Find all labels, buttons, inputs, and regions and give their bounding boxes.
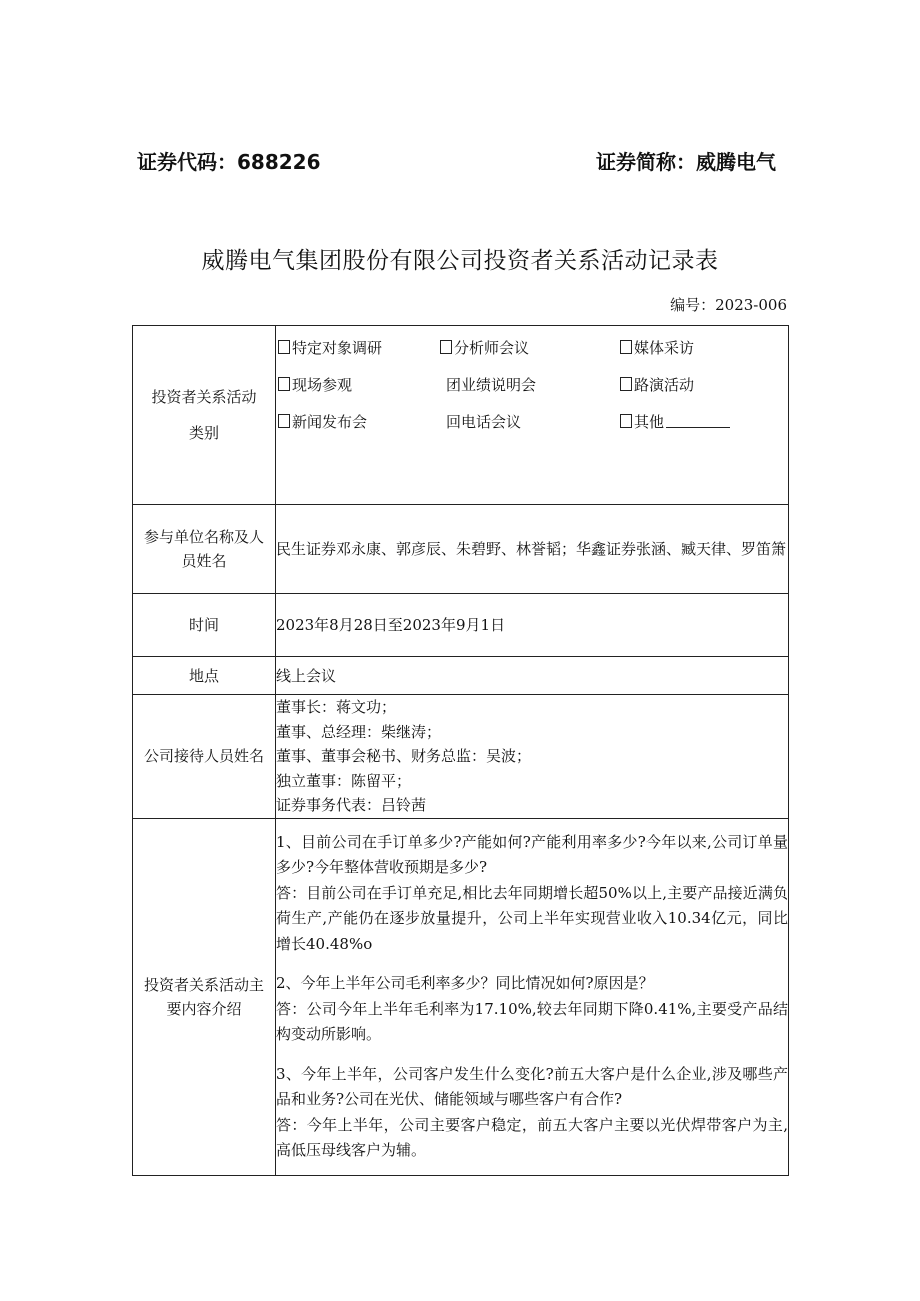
page-title: 威腾电气集团股份有限公司投资者关系活动记录表 <box>201 248 719 274</box>
option-results-briefing[interactable]: 团业绩说明会 <box>446 376 537 394</box>
option-site-visit[interactable]: 现场参观 <box>278 374 440 397</box>
answer-2: 答：公司今年上半年毛利率为17.10%,较去年同期下降0.41%,主要受产品结构变动所影响。 <box>276 999 788 1043</box>
checkbox-icon[interactable] <box>620 377 632 391</box>
row-reception <box>133 695 789 819</box>
option-analyst-meeting[interactable]: 分析师会议 <box>440 337 620 360</box>
reception-person: 董事、总经理：柴继涛； <box>276 722 442 741</box>
other-blank-line[interactable] <box>666 413 730 428</box>
activity-type-label <box>133 326 276 505</box>
location-label: 地点 <box>133 657 276 695</box>
checkbox-icon[interactable] <box>278 340 290 354</box>
answer-1: 答：目前公司在手订单充足,相比去年同期增长超50%以上,主要产品接近满负荷生产,产能仍在逐步放量提升，公司上半年实现营业收入10.34亿元，同比增长40.48%o <box>276 883 788 953</box>
time-label: 时间 <box>133 594 276 657</box>
row-activity-type <box>133 326 789 505</box>
reception-person: 独立董事：陈留平； <box>276 771 412 790</box>
document-number: 编号：2023-006 <box>670 296 787 314</box>
reception-person: 董事长：蒋文功； <box>276 698 397 716</box>
reception-person: 董事、董事会秘书、财务总监：吴波； <box>276 747 532 765</box>
activity-type-label-line2: 类别 <box>188 424 219 442</box>
option-conference-call[interactable]: 回电话会议 <box>446 413 522 431</box>
option-other[interactable]: 其他 <box>620 411 790 434</box>
question-1: 1、目前公司在手订单多少?产能如何?产能利用率多少?今年以来,公司订单量多少?今年整体营收预期是多少? <box>276 832 788 876</box>
checkbox-icon[interactable] <box>440 340 452 354</box>
answer-3: 答：今年上半年，公司主要客户稳定，前五大客户主要以光伏焊带客户为主,高低压母线客户为辅。 <box>276 1115 788 1159</box>
question-2: 2、今年上半年公司毛利率多少？同比情况如何?原因是？ <box>276 974 654 992</box>
reception-person: 证券事务代表：吕铃茜 <box>276 796 427 814</box>
activity-type-label-line1: 投资者关系活动 <box>151 388 257 406</box>
participants-value: 民生证券邓永康、郭彦辰、朱碧野、林誉韬；华鑫证券张涵、臧天律、罗笛箫 <box>276 505 789 594</box>
main-content-label: 投资者关系活动主要内容介绍 <box>133 818 276 1175</box>
row-time <box>133 594 789 657</box>
question-3: 3、今年上半年，公司客户发生什么变化?前五大客户是什么企业,涉及哪些产品和业务?公司在光伏、储能领域与哪些客户有合作? <box>276 1064 788 1108</box>
participants-label: 参与单位名称及人员姓名 <box>133 505 276 594</box>
checkbox-icon[interactable] <box>620 340 632 354</box>
row-main-content <box>133 818 789 1175</box>
option-roadshow[interactable]: 路演活动 <box>620 374 790 397</box>
reception-label: 公司接待人员姓名 <box>133 695 276 819</box>
activity-type-options <box>276 326 789 505</box>
main-content-qa <box>276 818 789 1175</box>
row-location <box>133 657 789 695</box>
option-specific-research[interactable]: 特定对象调研 <box>278 337 440 360</box>
option-press-conference[interactable]: 新闻发布会 <box>278 411 440 434</box>
stock-name: 证券简称：威腾电气 <box>596 150 776 174</box>
reception-list <box>276 695 789 819</box>
row-participants <box>133 505 789 594</box>
option-media-interview[interactable]: 媒体采访 <box>620 337 790 360</box>
checkbox-icon[interactable] <box>278 377 290 391</box>
checkbox-icon[interactable] <box>278 414 290 428</box>
activity-record-table <box>132 325 789 1176</box>
checkbox-icon[interactable] <box>620 414 632 428</box>
time-value: 2023年8月28日至2023年9月1日 <box>276 594 789 657</box>
location-value: 线上会议 <box>276 657 789 695</box>
stock-code: 证券代码：688226 <box>137 150 321 174</box>
